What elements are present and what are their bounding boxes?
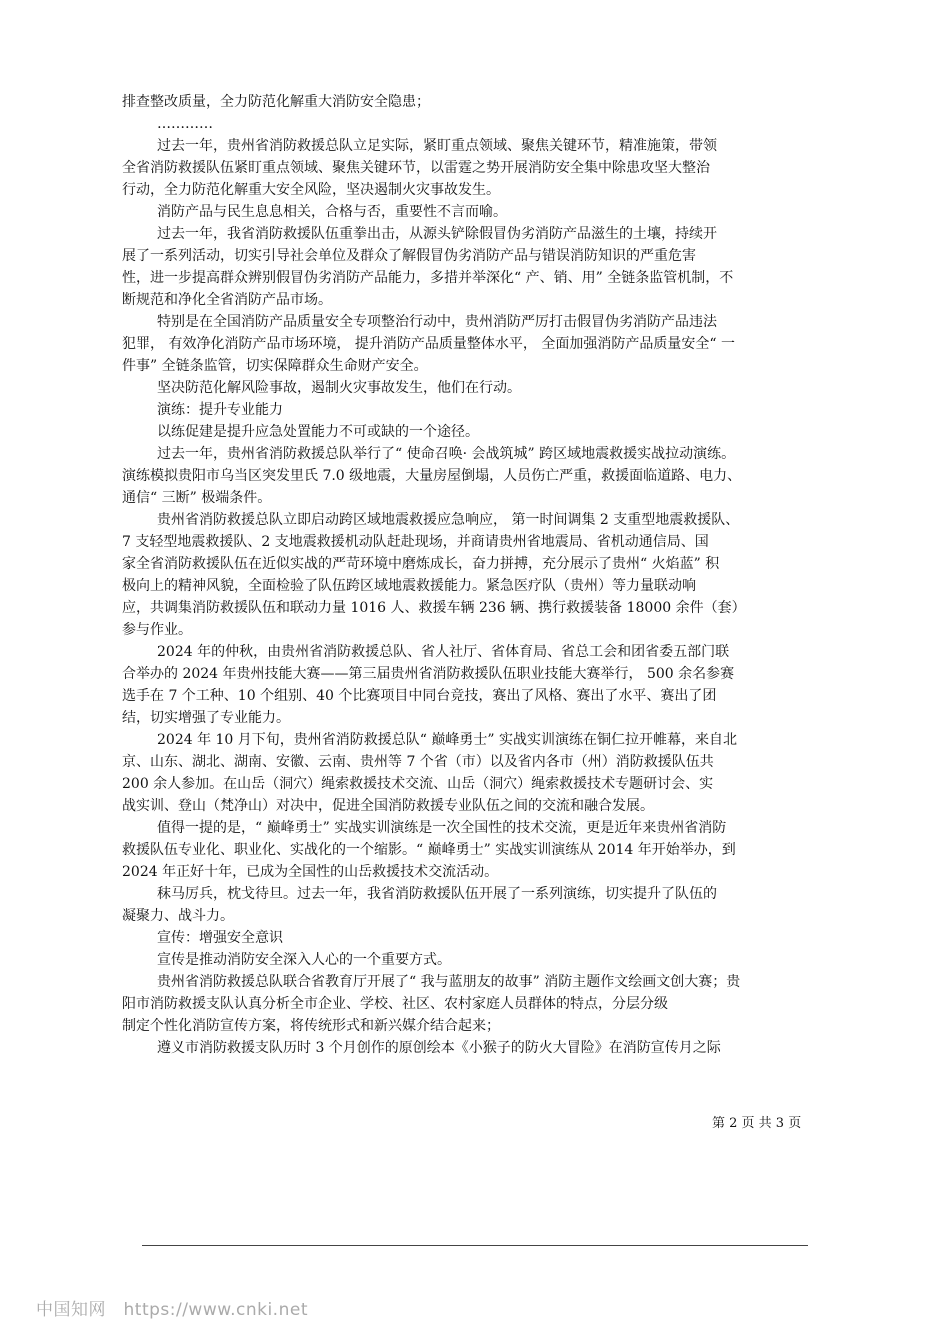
watermark: 中国知网 https://www.cnki.net bbox=[36, 1300, 308, 1320]
paragraph-2: 过去一年，贵州省消防救援总队立足实际，紧盯重点领域、聚焦关键环节，精准施策，带领 全省消防救援队伍紧盯重点领域、聚焦关键环节，以雷霆之势开展消防安全集中除患攻坚大整治 行动，全力防范化解重大安全风险，坚决遏制火灾事故发生。 bbox=[122, 138, 717, 198]
section-heading-publicity: 宣传：增强安全意识 bbox=[157, 930, 283, 946]
paragraph-4: 过去一年，我省消防救援队伍重拳出击，从源头铲除假冒伪劣消防产品滋生的土壤，持续开 展了一系列活动，切实引导社会单位及群众了解假冒伪劣消防产品与错误消防知识的严重危害 性，进一步提高群众辨别假冒伪劣消防产品能力，多措并举深化“ 产、销、用” 全链条监管机制，不 断规范和净化全省消防产品市场。 bbox=[122, 226, 734, 308]
paragraph-11: 2024 年的仲秋，由贵州省消防救援总队、省人社厅、省体育局、省总工会和团省委五部门联 合举办的 2024 年贵州技能大赛——第三届贵州省消防救援队伍职业技能大赛举行， 500 余名参赛 选手在 7 个工种、10 个组别、40 个比赛项目中同台竞技，赛出了风格、赛出了水平、赛出了团 结，切实增强了专业能力。 bbox=[122, 644, 735, 726]
paragraph-9: 过去一年，贵州省消防救援总队举行了“ 使命召唤· 会战筑城” 跨区域地震救援实战拉动演练。 演练模拟贵阳市乌当区突发里氏 7.0 级地震，大量房屋倒塌，人员伤亡严重，救援面临道路、电力、 通信“ 三断” 极端条件。 bbox=[122, 446, 742, 506]
paragraph-5: 特别是在全国消防产品质量安全专项整治行动中，贵州消防严厉打击假冒伪劣消防产品违法 犯罪， 有效净化消防产品市场环境， 提升消防产品质量整体水平， 全面加强消防产品质量安全“ 一 件事” 全链条监管，切实保障群众生命财产安全。 bbox=[122, 314, 735, 374]
paragraph-12: 2024 年 10 月下旬，贵州省消防救援总队“ 巅峰勇士” 实战实训演练在铜仁拉开帷幕，来自北 京、山东、湖北、湖南、安徽、云南、贵州等 7 个省（市）以及省内各市（州）消防救援队伍共 200 余人参加。在山岳（洞穴）绳索救援技术交流、山岳（洞穴）绳索救援技术专题研讨会、实 战实训、登山（梵净山）对决中，促进全国消防救援专业队伍之间的交流和融合发展。 bbox=[122, 732, 738, 814]
section-heading-drill: 演练：提升专业能力 bbox=[157, 402, 283, 418]
paragraph-14: 秣马厉兵，枕戈待旦。过去一年，我省消防救援队伍开展了一系列演练，切实提升了队伍的 凝聚力、战斗力。 bbox=[122, 886, 717, 924]
page-number: 第 2 页 共 3 页 bbox=[712, 1116, 802, 1131]
paragraph-6: 坚决防范化解风险事故，遏制火灾事故发生，他们在行动。 bbox=[157, 380, 521, 396]
paragraph-17: 贵州省消防救援总队联合省教育厅开展了“ 我与蓝朋友的故事” 消防主题作文绘画文创大赛；贵 阳市消防救援支队认真分析全市企业、学校、社区、农村家庭人员群体的特点，分层分级 制定个性化消防宣传方案，将传统形式和新兴媒介结合起来； bbox=[122, 974, 741, 1034]
paragraph-10: 贵州省消防救援总队立即启动跨区域地震救援应急响应， 第一时间调集 2 支重型地震救援队、 7 支轻型地震救援队、2 支地震救援机动队赶赴现场，并商请贵州省地震局、省机动通信局、国 家全省消防救援队伍在近似实战的严苛环境中磨炼成长，奋力拼搏，充分展示了贵州“ 火焰蓝” 积 极向上的精神风貌，全面检验了队伍跨区域地震救援能力。紧急医疗队（贵州）等力量联动响 应，共调集消防救援队伍和联动力量 1016 人、救援车辆 236 辆、携行救援装备 18000 余件（套） 参与作业。 bbox=[122, 512, 746, 638]
footer-divider bbox=[142, 1245, 808, 1246]
paragraph-18: 遵义市消防救援支队历时 3 个月创作的原创绘本《小猴子的防火大冒险》在消防宣传月之际 bbox=[157, 1040, 721, 1056]
paragraph-1: ………… bbox=[157, 116, 213, 132]
paragraph-0: 排查整改质量，全力防范化解重大消防安全隐患； bbox=[122, 94, 430, 110]
document-body bbox=[122, 91, 840, 1059]
paragraph-16: 宣传是推动消防安全深入人心的一个重要方式。 bbox=[157, 952, 451, 968]
paragraph-8: 以练促建是提升应急处置能力不可或缺的一个途径。 bbox=[157, 424, 479, 440]
paragraph-13: 值得一提的是，“ 巅峰勇士” 实战实训演练是一次全国性的技术交流，更是近年来贵州省消防 救援队伍专业化、职业化、实战化的一个缩影。“ 巅峰勇士” 实战实训演练从 2014 年开始举办，到 2024 年正好十年，已成为全国性的山岳救援技术交流活动。 bbox=[122, 820, 736, 880]
paragraph-3: 消防产品与民生息息相关，合格与否，重要性不言而喻。 bbox=[157, 204, 507, 220]
